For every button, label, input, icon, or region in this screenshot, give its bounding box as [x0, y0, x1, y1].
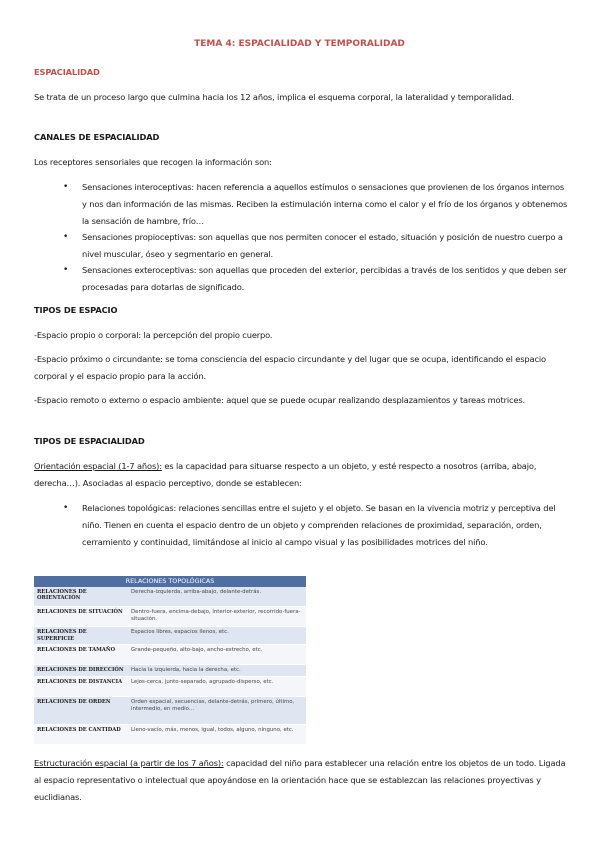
table-row — [34, 725, 306, 745]
paragraph-orientacion — [34, 458, 567, 492]
table-row — [34, 587, 306, 607]
section-heading-espacialidad: ESPACIALIDAD — [34, 67, 100, 77]
table-cell-key: RELACIONES DE CANTIDAD — [34, 725, 128, 745]
bullet-icon: • — [63, 232, 69, 242]
table-cell-value: Orden espacial, secuencias, delante-detrás, primero, último, intermedio, en medio… — [128, 697, 306, 725]
paragraph-espacio-propio: -Espacio propio o corporal: la percepción del propio cuerpo. — [34, 330, 273, 340]
table-cell-key: RELACIONES DE ORIENTACIÓN — [34, 587, 128, 607]
list-item: Relaciones topológicas: relaciones sencillas entre el sujeto y el objeto. Se basan en la vivencia motriz y perceptiva del niño. Tienen en cuenta el espacio dentro de un objeto y comprenden relaciones de proximidad, separación, orden, cerramiento y continuidad, limitándose al inicio al campo visual y las posibilidades motrices del niño. — [82, 503, 556, 547]
bullet-icon: • — [63, 265, 69, 275]
table-cell-key: RELACIONES DE SITUACIÓN — [34, 607, 128, 627]
section-heading-tipos-espacio: TIPOS DE ESPACIO — [34, 305, 118, 315]
table-cell-key: RELACIONES DE SUPERFICIE — [34, 627, 128, 645]
table-cell-value: Hacia la izquierda, hacia la derecha, etc. — [128, 665, 306, 677]
estructuracion-label: Estructuración espacial (a partir de los 7 años): — [34, 758, 224, 768]
estructuracion-text: capacidad del niño para establecer una relación entre los objetos de un todo. Ligada al espacio representativo o intelectual que apoyándose en la orientación hace que se establezcan las relaciones proyectivas y euclidianas. — [34, 758, 566, 802]
paragraph-canales-intro: Los receptores sensoriales que recogen la información son: — [34, 157, 272, 167]
relaciones-topologicas-table — [34, 576, 306, 745]
table-row — [34, 607, 306, 627]
section-heading-canales: CANALES DE ESPACIALIDAD — [34, 132, 160, 142]
page-title: TEMA 4: ESPACIALIDAD Y TEMPORALIDAD — [194, 39, 405, 49]
paragraph-espacio-remoto: -Espacio remoto o externo o espacio ambiente: aquel que se puede ocupar realizando desplazamientos y tareas motrices. — [34, 395, 526, 405]
bullet-icon: • — [63, 182, 69, 192]
table-cell-key: RELACIONES DE DIRECCIÓN — [34, 665, 128, 677]
table-cell-value: Espacios libres, espacios llenos, etc. — [128, 627, 306, 645]
orientacion-text: es la capacidad para situarse respecto a un objeto, y esté respecto a nosotros (arriba, abajo, derecha…). Asociadas al espacio perceptivo, donde se establecen: — [34, 461, 537, 488]
table-row — [34, 645, 306, 665]
table-cell-key: RELACIONES DE DISTANCIA — [34, 677, 128, 697]
table-cell-key: RELACIONES DE TAMAÑO — [34, 645, 128, 665]
table-cell-value: Lejos-cerca, junto-separado, agrupado-disperso, etc. — [128, 677, 306, 697]
paragraph-estructuracion — [34, 755, 567, 806]
list-item: Sensaciones interoceptivas: hacen referencia a aquellos estímulos o sensaciones que provienen de los órganos internos y nos dan información de las mismas. Reciben la estimulación interna como el calor y el frío de los órganos y obtenemos la sensación de hambre, frío… — [82, 182, 568, 226]
table-row — [34, 665, 306, 677]
table-cell-key: RELACIONES DE ORDEN — [34, 697, 128, 725]
table-header: RELACIONES TOPOLÓGICAS — [34, 576, 306, 587]
list-item: Sensaciones exteroceptivas: son aquellas que proceden del exterior, percibidas a través de los sentidos y que deben ser procesadas para dotarlas de significado. — [82, 265, 567, 292]
list-item: Sensaciones propioceptivas: son aquellas que nos permiten conocer el estado, situación y posición de nuestro cuerpo a nivel muscular, óseo y segmentario en general. — [82, 232, 563, 259]
bullet-icon: • — [63, 503, 69, 513]
table-cell-value: Lleno-vacío, más, menos, igual, todos, alguno, ninguno, etc. — [128, 725, 306, 745]
table-row — [34, 697, 306, 725]
table-cell-value: Grande-pequeño, alto-bajo, ancho-estrecho, etc. — [128, 645, 306, 665]
table-row — [34, 677, 306, 697]
table-cell-value: Dentro-fuera, encima-debajo, interior-exterior, recorrido-fuera-situación. — [128, 607, 306, 627]
table-cell-value: Derecha-izquierda, arriba-abajo, delante-detrás. — [128, 587, 306, 607]
section-heading-tipos-espacialidad: TIPOS DE ESPACIALIDAD — [34, 436, 145, 446]
paragraph-espacio-proximo: -Espacio próximo o circundante: se toma consciencia del espacio circundante y del lugar que se ocupa, identificando el espacio corporal y el espacio propio para la acción. — [34, 354, 546, 381]
paragraph-espacialidad: Se trata de un proceso largo que culmina hacia los 12 años, implica el esquema corporal, la lateralidad y temporalidad. — [34, 92, 514, 102]
orientacion-label: Orientación espacial (1-7 años): — [34, 461, 162, 471]
table-row — [34, 627, 306, 645]
